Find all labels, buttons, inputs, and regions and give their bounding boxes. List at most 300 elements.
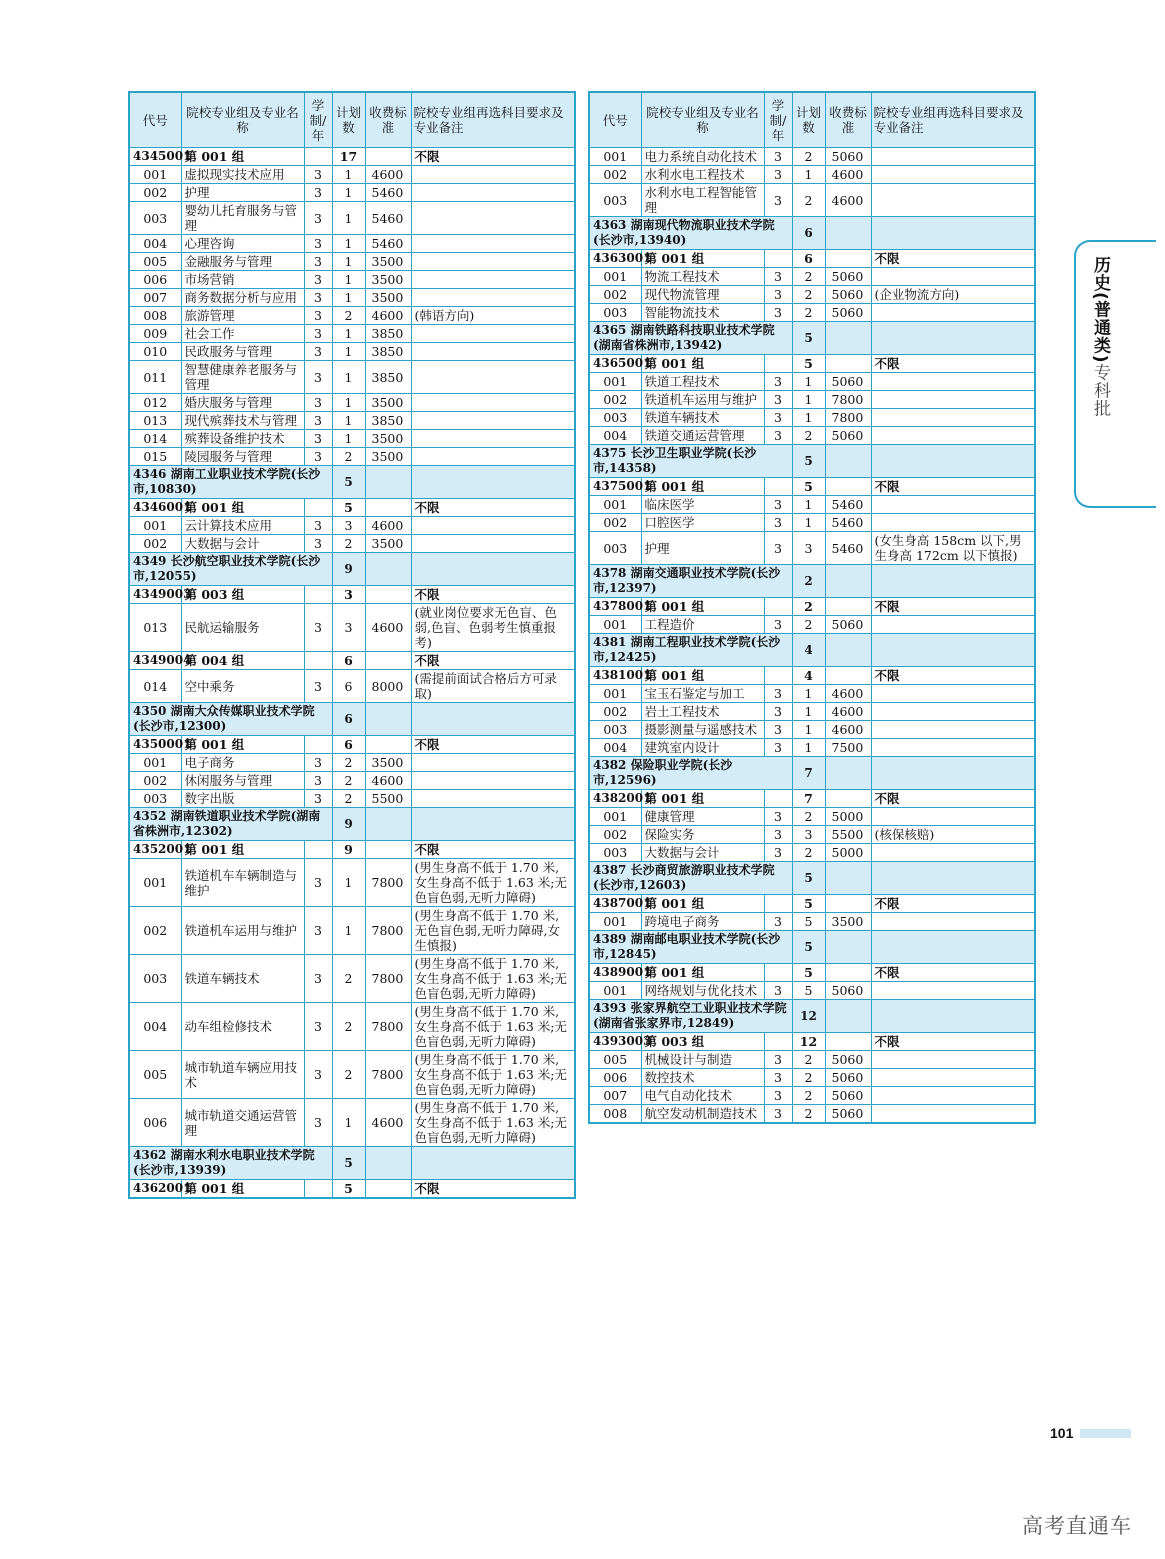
- group-requirement: 不限: [411, 652, 575, 670]
- institution-fee: [825, 322, 871, 355]
- group-requirement: 不限: [411, 499, 575, 517]
- major-name: 市场营销: [181, 271, 304, 289]
- major-name: 陵园服务与管理: [181, 448, 304, 466]
- group-fee: [825, 478, 871, 496]
- major-note: [871, 268, 1035, 286]
- institution-name: 4363 湖南现代物流职业技术学院(长沙市,13940): [589, 217, 792, 250]
- major-fee: 3500: [365, 253, 411, 271]
- institution-name: 4389 湖南邮电职业技术学院(长沙市,12845): [589, 931, 792, 964]
- major-years: 3: [304, 166, 332, 184]
- group-name: 第 003 组: [641, 1033, 764, 1051]
- group-fee: [365, 841, 411, 859]
- major-row: [129, 289, 575, 307]
- major-code: 004: [129, 1003, 181, 1051]
- group-row: [589, 895, 1035, 913]
- major-name: 铁道工程技术: [641, 373, 764, 391]
- major-years: 3: [764, 514, 792, 532]
- major-years: 3: [304, 253, 332, 271]
- institution-name: 4346 湖南工业职业技术学院(长沙市,10830): [129, 466, 332, 499]
- major-name: 护理: [181, 184, 304, 202]
- major-code: 003: [129, 955, 181, 1003]
- group-fee: [825, 790, 871, 808]
- section-batch: 专科批: [1090, 363, 1110, 418]
- major-row: [589, 1087, 1035, 1105]
- major-fee: 5460: [365, 184, 411, 202]
- major-note: (男生身高不低于 1.70 米,女生身高不低于 1.63 米;无色盲色弱,无听力障碍): [411, 955, 575, 1003]
- major-plan: 2: [792, 1069, 825, 1087]
- major-code: 011: [129, 361, 181, 394]
- major-years: 3: [304, 412, 332, 430]
- group-requirement: 不限: [871, 478, 1035, 496]
- group-name: 第 003 组: [181, 586, 304, 604]
- major-fee: 5060: [825, 373, 871, 391]
- major-plan: 1: [332, 394, 365, 412]
- major-code: 003: [589, 304, 641, 322]
- institution-plan: 5: [792, 322, 825, 355]
- major-plan: 1: [332, 271, 365, 289]
- group-row: [589, 964, 1035, 982]
- major-note: [411, 535, 575, 553]
- header-code: 代号: [129, 92, 181, 148]
- group-plan: 17: [332, 148, 365, 166]
- major-fee: 5500: [825, 826, 871, 844]
- major-fee: 3500: [365, 430, 411, 448]
- group-name: 第 001 组: [641, 790, 764, 808]
- major-note: [871, 148, 1035, 166]
- group-name: 第 004 组: [181, 652, 304, 670]
- major-row: [589, 532, 1035, 565]
- major-fee: 5060: [825, 1069, 871, 1087]
- major-years: 3: [304, 361, 332, 394]
- major-years: 3: [764, 184, 792, 217]
- major-note: [871, 808, 1035, 826]
- major-years: 3: [304, 202, 332, 235]
- institution-plan: 9: [332, 808, 365, 841]
- major-row: [129, 448, 575, 466]
- major-row: [129, 754, 575, 772]
- group-years: [304, 652, 332, 670]
- header-name: 院校专业组及专业名称: [181, 92, 304, 148]
- group-row: [589, 1033, 1035, 1051]
- major-name: 健康管理: [641, 808, 764, 826]
- major-plan: 2: [792, 808, 825, 826]
- major-note: [871, 496, 1035, 514]
- group-row: [589, 355, 1035, 373]
- major-fee: 5060: [825, 1087, 871, 1105]
- major-row: [589, 808, 1035, 826]
- major-years: 3: [764, 166, 792, 184]
- group-code: 4375001: [589, 478, 641, 496]
- major-code: 002: [129, 907, 181, 955]
- major-years: 3: [304, 307, 332, 325]
- institution-fee: [365, 553, 411, 586]
- major-years: 3: [764, 826, 792, 844]
- table-header-row: [129, 92, 575, 148]
- major-code: 002: [589, 514, 641, 532]
- major-note: (男生身高不低于 1.70 米,女生身高不低于 1.63 米;无色盲色弱,无听力障碍): [411, 1051, 575, 1099]
- major-plan: 2: [792, 427, 825, 445]
- major-row: [589, 703, 1035, 721]
- major-fee: 3850: [365, 325, 411, 343]
- institution-notes: [411, 466, 575, 499]
- major-fee: 3500: [365, 535, 411, 553]
- major-plan: 1: [332, 166, 365, 184]
- major-years: 3: [764, 532, 792, 565]
- group-code: 4365001: [589, 355, 641, 373]
- group-years: [304, 841, 332, 859]
- group-requirement: 不限: [871, 964, 1035, 982]
- major-plan: 1: [332, 907, 365, 955]
- major-name: 社会工作: [181, 325, 304, 343]
- major-plan: 2: [332, 1051, 365, 1099]
- major-row: [129, 670, 575, 703]
- major-row: [589, 148, 1035, 166]
- group-name: 第 001 组: [641, 895, 764, 913]
- major-plan: 2: [792, 844, 825, 862]
- major-note: [871, 982, 1035, 1000]
- group-name: 第 001 组: [181, 841, 304, 859]
- major-row: [129, 361, 575, 394]
- major-years: 3: [304, 271, 332, 289]
- institution-row: [589, 634, 1035, 667]
- major-row: [129, 166, 575, 184]
- major-years: 3: [764, 808, 792, 826]
- major-row: [129, 307, 575, 325]
- major-code: 013: [129, 604, 181, 652]
- institution-plan: 7: [792, 757, 825, 790]
- major-name: 商务数据分析与应用: [181, 289, 304, 307]
- institution-notes: [871, 565, 1035, 598]
- major-row: [129, 1051, 575, 1099]
- page-number: 101: [1050, 1425, 1074, 1441]
- institution-plan: 5: [332, 466, 365, 499]
- major-note: [411, 202, 575, 235]
- major-plan: 2: [332, 1003, 365, 1051]
- major-code: 002: [129, 184, 181, 202]
- major-row: [129, 1003, 575, 1051]
- major-years: 3: [304, 448, 332, 466]
- header-notes: 院校专业组再选科目要求及专业备注: [411, 92, 575, 148]
- page-number-bar: [1080, 1429, 1131, 1438]
- institution-name: 4387 长沙商贸旅游职业技术学院(长沙市,12603): [589, 862, 792, 895]
- major-plan: 3: [792, 826, 825, 844]
- major-fee: 5460: [825, 496, 871, 514]
- major-fee: 5060: [825, 982, 871, 1000]
- admission-table-right: [588, 91, 1036, 1124]
- institution-notes: [871, 1000, 1035, 1033]
- major-name: 网络规划与优化技术: [641, 982, 764, 1000]
- major-code: 004: [589, 739, 641, 757]
- major-name: 建筑室内设计: [641, 739, 764, 757]
- section-category: 历史(普通类): [1090, 256, 1110, 364]
- major-note: [871, 409, 1035, 427]
- major-name: 城市轨道车辆应用技术: [181, 1051, 304, 1099]
- major-note: (男生身高不低于 1.70 米,女生身高不低于 1.63 米;无色盲色弱,无听力障碍): [411, 1003, 575, 1051]
- major-years: 3: [304, 1099, 332, 1147]
- group-code: 4393003: [589, 1033, 641, 1051]
- major-name: 工程造价: [641, 616, 764, 634]
- institution-fee: [825, 757, 871, 790]
- major-years: 3: [764, 1069, 792, 1087]
- group-code: 4349003: [129, 586, 181, 604]
- group-requirement: 不限: [411, 1180, 575, 1199]
- group-code: 4387001: [589, 895, 641, 913]
- major-years: 3: [764, 721, 792, 739]
- major-fee: 5000: [825, 844, 871, 862]
- major-code: 001: [589, 808, 641, 826]
- major-name: 岩土工程技术: [641, 703, 764, 721]
- major-name: 铁道机车运用与维护: [181, 907, 304, 955]
- major-name: 空中乘务: [181, 670, 304, 703]
- group-requirement: 不限: [411, 586, 575, 604]
- major-row: [129, 790, 575, 808]
- major-fee: 3500: [365, 448, 411, 466]
- major-years: 3: [304, 790, 332, 808]
- major-note: [411, 412, 575, 430]
- major-note: [411, 772, 575, 790]
- major-fee: 3500: [365, 289, 411, 307]
- major-fee: 7800: [365, 955, 411, 1003]
- major-note: (韩语方向): [411, 307, 575, 325]
- major-fee: 5060: [825, 268, 871, 286]
- major-row: [129, 343, 575, 361]
- institution-row: [589, 862, 1035, 895]
- group-years: [764, 478, 792, 496]
- institution-notes: [871, 862, 1035, 895]
- group-fee: [825, 250, 871, 268]
- group-plan: 2: [792, 598, 825, 616]
- major-years: 3: [304, 430, 332, 448]
- major-name: 临床医学: [641, 496, 764, 514]
- major-fee: 5500: [365, 790, 411, 808]
- major-code: 009: [129, 325, 181, 343]
- major-name: 铁道交通运营管理: [641, 427, 764, 445]
- major-row: [129, 412, 575, 430]
- institution-plan: 5: [792, 862, 825, 895]
- group-name: 第 001 组: [181, 736, 304, 754]
- group-fee: [825, 1033, 871, 1051]
- major-note: (男生身高不低于 1.70 米,无色盲色弱,无听力障碍,女生慎报): [411, 907, 575, 955]
- group-requirement: 不限: [871, 1033, 1035, 1051]
- major-code: 001: [589, 982, 641, 1000]
- institution-name: 4349 长沙航空职业技术学院(长沙市,12055): [129, 553, 332, 586]
- major-row: [129, 271, 575, 289]
- major-name: 保险实务: [641, 826, 764, 844]
- major-plan: 1: [332, 859, 365, 907]
- table-body-right: [589, 148, 1035, 1124]
- major-note: [871, 739, 1035, 757]
- major-row: [129, 430, 575, 448]
- major-note: (企业物流方向): [871, 286, 1035, 304]
- major-fee: 7800: [365, 1003, 411, 1051]
- group-years: [764, 895, 792, 913]
- major-row: [129, 859, 575, 907]
- group-plan: 5: [792, 355, 825, 373]
- major-code: 002: [129, 535, 181, 553]
- major-fee: 4600: [825, 703, 871, 721]
- group-plan: 4: [792, 667, 825, 685]
- major-name: 数字出版: [181, 790, 304, 808]
- major-fee: 7800: [365, 1051, 411, 1099]
- major-fee: 4600: [365, 1099, 411, 1147]
- major-code: 001: [129, 754, 181, 772]
- major-note: [411, 166, 575, 184]
- major-plan: 1: [332, 325, 365, 343]
- major-row: [589, 391, 1035, 409]
- major-name: 数控技术: [641, 1069, 764, 1087]
- major-code: 001: [129, 517, 181, 535]
- major-plan: 2: [792, 148, 825, 166]
- institution-name: 4382 保险职业学院(长沙市,12596): [589, 757, 792, 790]
- major-plan: 1: [332, 289, 365, 307]
- institution-row: [129, 466, 575, 499]
- major-code: 002: [589, 703, 641, 721]
- major-note: [871, 1069, 1035, 1087]
- institution-plan: 9: [332, 553, 365, 586]
- major-plan: 2: [792, 1087, 825, 1105]
- group-years: [764, 1033, 792, 1051]
- major-years: 3: [304, 859, 332, 907]
- major-code: 005: [129, 253, 181, 271]
- group-fee: [365, 499, 411, 517]
- major-name: 水利水电工程技术: [641, 166, 764, 184]
- group-plan: 6: [332, 736, 365, 754]
- major-plan: 2: [332, 448, 365, 466]
- major-note: [411, 361, 575, 394]
- major-fee: 7800: [365, 907, 411, 955]
- institution-row: [589, 1000, 1035, 1033]
- group-code: 4349004: [129, 652, 181, 670]
- institution-fee: [825, 862, 871, 895]
- group-fee: [825, 598, 871, 616]
- major-plan: 2: [332, 772, 365, 790]
- group-name: 第 001 组: [641, 964, 764, 982]
- major-plan: 1: [332, 184, 365, 202]
- major-plan: 1: [332, 361, 365, 394]
- major-row: [129, 235, 575, 253]
- major-note: [871, 304, 1035, 322]
- major-name: 休闲服务与管理: [181, 772, 304, 790]
- major-note: [411, 517, 575, 535]
- major-years: 3: [764, 268, 792, 286]
- major-name: 虚拟现实技术应用: [181, 166, 304, 184]
- major-plan: 3: [332, 517, 365, 535]
- major-name: 铁道车辆技术: [181, 955, 304, 1003]
- major-years: 3: [764, 1087, 792, 1105]
- major-code: 005: [129, 1051, 181, 1099]
- major-row: [589, 268, 1035, 286]
- major-code: 001: [129, 859, 181, 907]
- major-code: 012: [129, 394, 181, 412]
- major-row: [589, 304, 1035, 322]
- header-fee: 收费标准: [825, 92, 871, 148]
- major-row: [129, 202, 575, 235]
- group-name: 第 001 组: [641, 667, 764, 685]
- group-fee: [825, 895, 871, 913]
- major-plan: 2: [332, 535, 365, 553]
- major-years: 3: [764, 1105, 792, 1124]
- institution-notes: [411, 808, 575, 841]
- group-fee: [365, 1180, 411, 1199]
- major-plan: 2: [792, 304, 825, 322]
- major-name: 云计算技术应用: [181, 517, 304, 535]
- header-years: 学制/年: [304, 92, 332, 148]
- major-note: [871, 166, 1035, 184]
- institution-fee: [365, 1147, 411, 1180]
- major-row: [589, 184, 1035, 217]
- major-name: 婚庆服务与管理: [181, 394, 304, 412]
- major-plan: 1: [792, 514, 825, 532]
- institution-row: [589, 217, 1035, 250]
- major-row: [129, 604, 575, 652]
- major-plan: 1: [792, 703, 825, 721]
- group-requirement: 不限: [871, 895, 1035, 913]
- major-row: [589, 496, 1035, 514]
- institution-row: [129, 553, 575, 586]
- group-years: [304, 148, 332, 166]
- major-plan: 1: [792, 685, 825, 703]
- major-years: 3: [304, 394, 332, 412]
- institution-name: 4393 张家界航空工业职业技术学院(湖南省张家界市,12849): [589, 1000, 792, 1033]
- major-note: [871, 1051, 1035, 1069]
- group-requirement: 不限: [871, 355, 1035, 373]
- major-plan: 2: [792, 1051, 825, 1069]
- group-years: [304, 736, 332, 754]
- group-requirement: 不限: [871, 667, 1035, 685]
- major-note: [411, 394, 575, 412]
- major-fee: 4600: [825, 685, 871, 703]
- institution-fee: [365, 703, 411, 736]
- major-years: 3: [764, 1051, 792, 1069]
- major-plan: 1: [792, 391, 825, 409]
- major-code: 001: [589, 373, 641, 391]
- major-years: 3: [304, 1003, 332, 1051]
- major-note: [411, 289, 575, 307]
- group-name: 第 001 组: [641, 355, 764, 373]
- table-header-row: [589, 92, 1035, 148]
- major-code: 006: [129, 271, 181, 289]
- major-fee: 7500: [825, 739, 871, 757]
- major-name: 机械设计与制造: [641, 1051, 764, 1069]
- major-row: [589, 721, 1035, 739]
- major-fee: 5060: [825, 148, 871, 166]
- major-plan: 2: [792, 616, 825, 634]
- institution-fee: [825, 634, 871, 667]
- major-plan: 1: [792, 721, 825, 739]
- institution-name: 4350 湖南大众传媒职业技术学院(长沙市,12300): [129, 703, 332, 736]
- major-row: [589, 685, 1035, 703]
- major-years: 3: [304, 517, 332, 535]
- institution-notes: [411, 553, 575, 586]
- major-fee: 4600: [365, 604, 411, 652]
- major-fee: 5060: [825, 1051, 871, 1069]
- major-plan: 1: [792, 496, 825, 514]
- major-note: [411, 343, 575, 361]
- major-plan: 2: [332, 955, 365, 1003]
- group-years: [764, 790, 792, 808]
- major-name: 智能物流技术: [641, 304, 764, 322]
- group-fee: [365, 652, 411, 670]
- major-fee: 3500: [365, 271, 411, 289]
- major-plan: 5: [792, 982, 825, 1000]
- group-years: [304, 1180, 332, 1199]
- major-code: 004: [129, 235, 181, 253]
- group-plan: 5: [792, 895, 825, 913]
- major-fee: 5060: [825, 1105, 871, 1124]
- major-row: [589, 409, 1035, 427]
- major-name: 大数据与会计: [181, 535, 304, 553]
- major-name: 民航运输服务: [181, 604, 304, 652]
